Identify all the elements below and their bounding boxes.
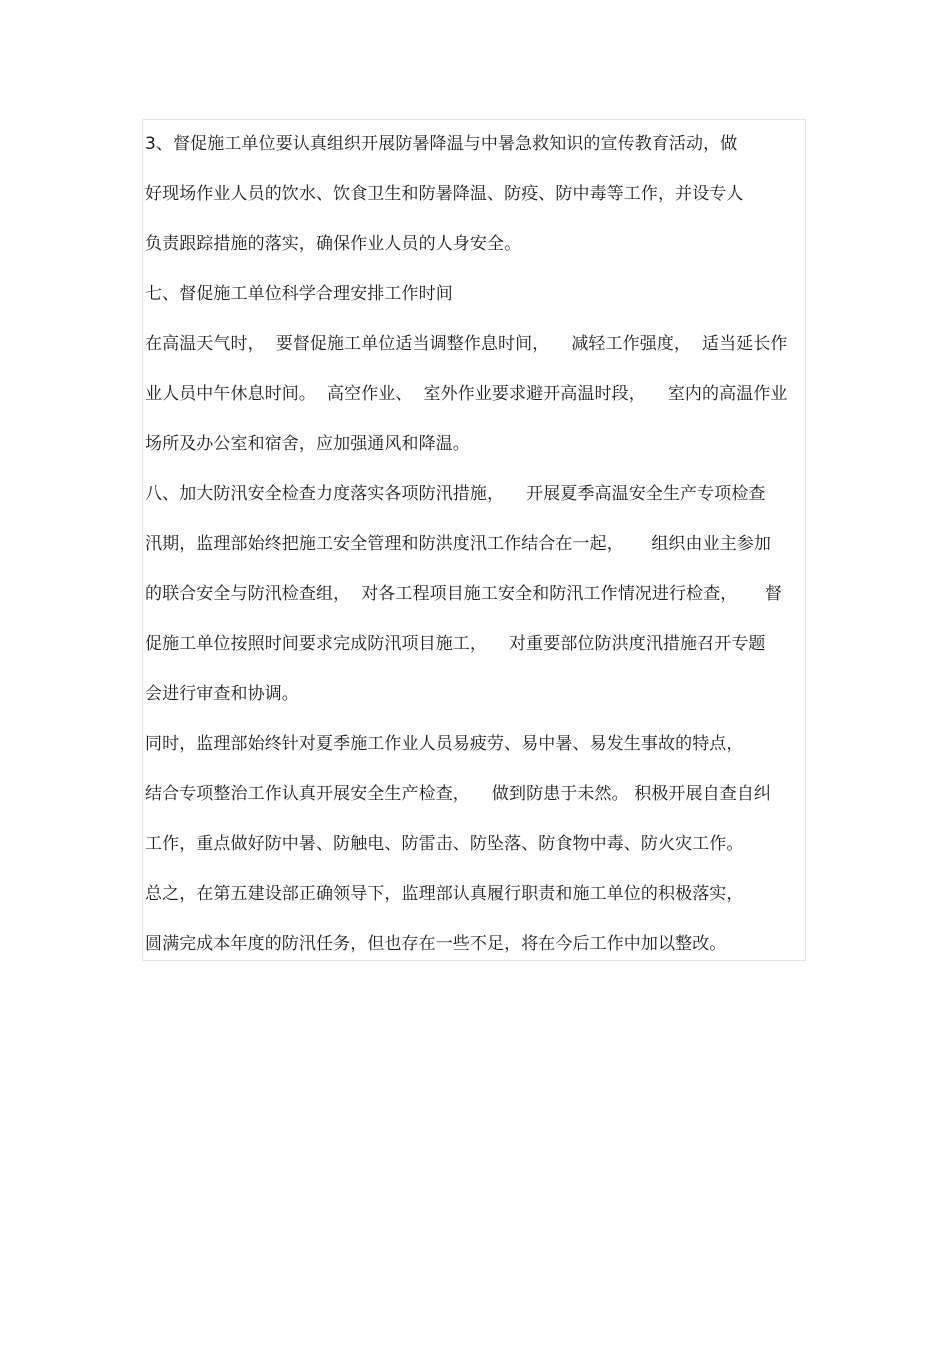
text-line: 工作，重点做好防中暑、防触电、防雷击、防坠落、防食物中毒、防火灾工作。: [145, 834, 744, 854]
text-line: 负责跟踪措施的落实，确保作业人员的人身安全。: [145, 234, 522, 254]
section-heading-7: 七、督促施工单位科学合理安排工作时间: [145, 284, 453, 304]
text-line: 总之，在第五建设部正确领导下，监理部认真履行职责和施工单位的积极落实，: [145, 884, 744, 904]
text-line: 汛期，监理部始终把施工安全管理和防洪度汛工作结合在一起， 组织由业主参加: [145, 534, 772, 554]
text-line: 在高温天气时， 要督促施工单位适当调整作息时间， 减轻工作强度， 适当延长作: [145, 334, 788, 354]
text-line: 场所及办公室和宿舍，应加强通风和降温。: [145, 434, 470, 454]
text-line: 业人员中午休息时间。 高空作业、 室外作业要求避开高温时段， 室内的高温作业: [145, 384, 788, 404]
text-line: 促施工单位按照时间要求完成防汛项目施工， 对重要部位防洪度汛措施召开专题: [145, 634, 766, 654]
text-line: 结合专项整治工作认真开展安全生产检查， 做到防患于未然。 积极开展自查自纠: [145, 784, 772, 804]
section-heading-8: 八、加大防汛安全检查力度落实各项防汛措施， 开展夏季高温安全生产专项检查: [145, 484, 766, 504]
text-line: 好现场作业人员的饮水、饮食卫生和防暑降温、防疫、防中毒等工作，并设专人: [145, 184, 744, 204]
text-line: 的联合安全与防汛检查组， 对各工程项目施工安全和防汛工作情况进行检查， 督: [145, 584, 783, 604]
text-line: 圆满完成本年度的防汛任务，但也存在一些不足，将在今后工作中加以整改。: [145, 934, 727, 954]
text-line: 同时，监理部始终针对夏季施工作业人员易疲劳、易中暑、易发生事故的特点，: [145, 734, 744, 754]
text-line: 会进行审查和协调。: [145, 684, 299, 704]
text-line: 3、督促施工单位要认真组织开展防暑降温与中暑急救知识的宣传教育活动，做: [145, 134, 738, 154]
